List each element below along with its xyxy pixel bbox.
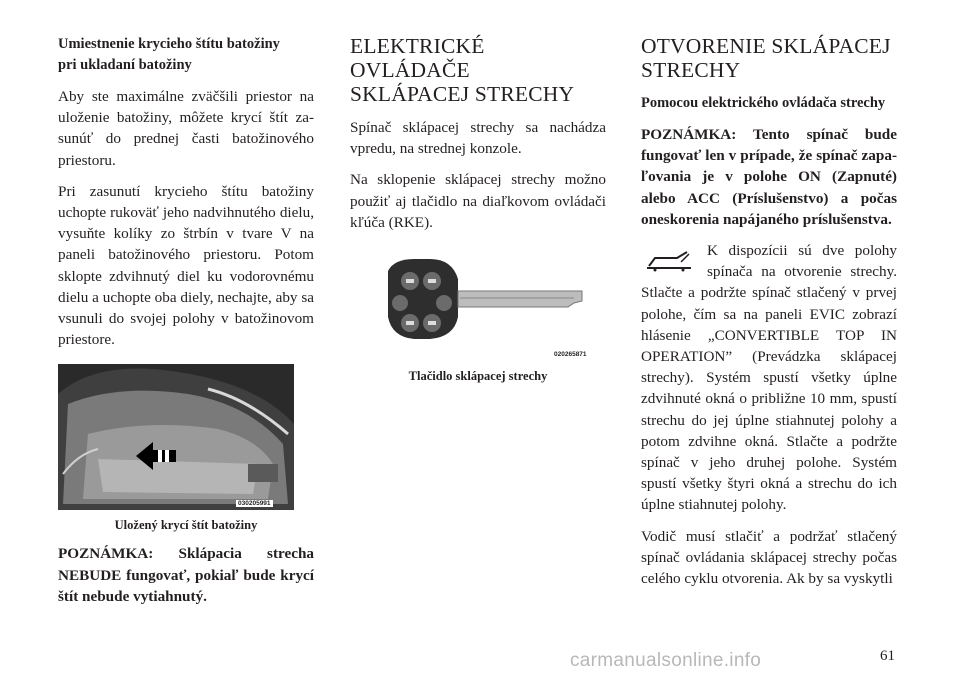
top-button-caption: Tlačidlo sklápacej strechy xyxy=(408,369,548,384)
luggage-paragraph-1: Aby ste maximálne zväčšili priestor na uloženie batožiny, môžete krycí štít zasunúť do prednej časti batožinového priestoru. xyxy=(58,88,314,169)
left-column xyxy=(58,34,314,607)
stowed-cover-caption: Uložený krycí štít batožiny xyxy=(114,518,258,533)
electric-controls-heading-line2: SKLÁPACEJ STRECHY xyxy=(350,82,575,106)
electric-controls-heading-line1: ELEKTRICKÉ OVLÁDAČE xyxy=(350,34,485,82)
top-operation-paragraph: K dispozícii sú dve polohy spínača na otvorenie strechy. Stlačte a podržte spínač stlačený v prvej polohe, čím sa na paneli EVIC zobrazí hlásenie „CONVERTIBLE TOP IN OPERATION” (Prevádzka sklápacej strechy). Systém spustí všetky úplne zdvihnuté okná o približne 10 mm, spustí strechu do jej úplne stiahnutej polohy a potom zdvihne okná. Stlačte a podržte spínač v jeho druhej polohe. Systém spustí všetky štyri okná a strechu do ich úplne stiahnutej polohy. xyxy=(641,242,897,514)
column1-note: POZNÁMKA: Sklápacia strecha NEBUDE fungovať, pokiaľ bude krycí štít nebude vytiahnutý. xyxy=(58,545,314,605)
key-fob-figure xyxy=(364,251,592,363)
driver-hold-paragraph: Vodič musí stlačiť a podržať stlačený spínač ovládania sklápacej strechy počas celého cyklu otvorenia. Ak by sa vyskytli xyxy=(641,527,897,588)
stowed-luggage-cover-figure xyxy=(58,364,294,510)
figure-code: 020265871 xyxy=(554,351,587,359)
page-number: 61 xyxy=(880,648,895,664)
key-fob-illustration xyxy=(364,251,592,363)
luggage-paragraph-2: Pri zasunutí krycieho štítu batožiny uchopte rukoväť jeho nadvihnutého dielu, vysuňte kolíky zo štrbín v tvare V na paneli batožinového priestoru. Potom sklopte zdvihnutý diel ku vodorovnému dielu a uchopte oba diely, nechajte, aby sa vsunuli do svojej polohy v batožinovom priestore. xyxy=(58,182,314,349)
top-operation-block xyxy=(641,240,897,516)
trunk-illustration xyxy=(58,364,294,510)
power-top-switch-subheading: Pomocou elektrického ovládača strechy xyxy=(641,95,886,111)
middle-column xyxy=(350,34,606,384)
switch-location-paragraph: Spínač sklápacej strechy sa nachádza vpredu, na strednej konzole. xyxy=(350,119,606,158)
luggage-cover-subheading-line1: Umiestnenie krycieho štítu batožiny xyxy=(58,36,280,52)
watermark: carmanualsonline.info xyxy=(570,650,762,671)
column3-note: POZNÁMKA: Tento spínač bude fungovať len v prípade, že spínač zapaľovania je v polohe ON (Zapnuté) alebo ACC (Príslušenstvo) a počas oneskorenia napájaného príslušenstva. xyxy=(641,126,897,228)
opening-top-heading-line2: STRECHY xyxy=(641,58,741,82)
rke-paragraph: Na sklopenie sklápacej strechy možno použiť aj tlačidlo na diaľkovom ovládači kľúča (RKE). xyxy=(350,171,606,231)
figure-code: 030205991 xyxy=(238,500,271,508)
luggage-cover-subheading-line2: pri ukladaní batožiny xyxy=(58,57,192,73)
opening-top-heading-line1: OTVORENIE SKLÁPACEJ xyxy=(641,34,891,58)
convertible-top-icon xyxy=(641,240,699,280)
right-column xyxy=(641,34,897,589)
